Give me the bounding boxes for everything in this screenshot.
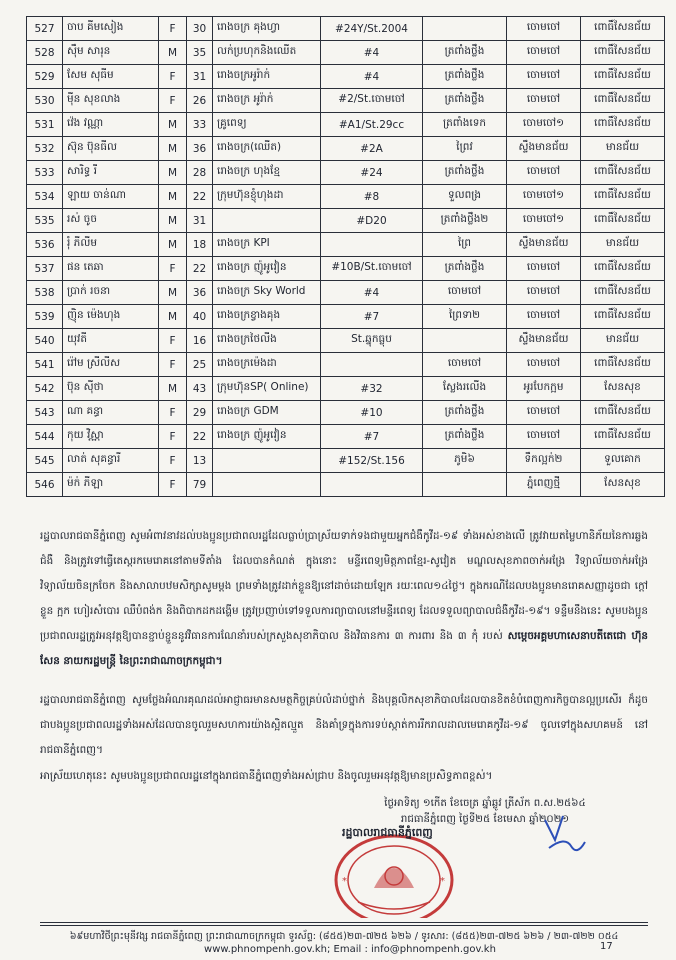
cell-commune: ចោមចៅ — [507, 425, 581, 449]
cell-name: សារិទ្ធ រី — [63, 161, 159, 185]
cell-age: 13 — [187, 449, 213, 473]
cell-workplace: រោងចក្រ GDM — [213, 401, 321, 425]
cell-number: 534 — [27, 185, 63, 209]
cell-name: ម៉ក់ ភីឡា — [63, 473, 159, 497]
cell-district: ពោធិ៍សែនជ័យ — [581, 41, 665, 65]
cell-commune: ចោមចៅ — [507, 305, 581, 329]
svg-text:*: * — [440, 876, 445, 887]
cell-name: យុវតី — [63, 329, 159, 353]
cell-village: ត្រពាំងថ្លឹង — [423, 65, 507, 89]
table-row — [27, 113, 665, 137]
cell-address: #4 — [321, 41, 423, 65]
cell-address — [321, 353, 423, 377]
cell-name: រស់ ចូច — [63, 209, 159, 233]
cell-workplace: រោងចក្រម៉េងដា — [213, 353, 321, 377]
footer-email-label: Email : — [333, 944, 372, 955]
cell-workplace: រោងចក្រ ញ៉ូអូវៀន — [213, 257, 321, 281]
cell-address: #152/St.156 — [321, 449, 423, 473]
cell-name: ប៊ុន ស៊ីថា — [63, 377, 159, 401]
cell-age: 22 — [187, 257, 213, 281]
cell-age: 31 — [187, 209, 213, 233]
cell-workplace: រោងចក្រខ្វាងគុង — [213, 305, 321, 329]
cell-number: 539 — [27, 305, 63, 329]
cell-workplace: រោងចក្រ ញ៉ូអូវៀន — [213, 425, 321, 449]
cell-age: 36 — [187, 137, 213, 161]
table-row — [27, 353, 665, 377]
cell-name: ចាប គីមសៀង — [63, 17, 159, 41]
cell-age: 43 — [187, 377, 213, 401]
cell-district: ពោធិ៍សែនជ័យ — [581, 89, 665, 113]
cell-district: ពោធិ៍សែនជ័យ — [581, 113, 665, 137]
cell-number: 536 — [27, 233, 63, 257]
cell-village: ត្រពាំងថ្លឹង — [423, 425, 507, 449]
cell-name: ស៊ឹម សារុន — [63, 41, 159, 65]
cell-commune: ស្ទឹងមានជ័យ — [507, 137, 581, 161]
footer-rule — [40, 922, 648, 923]
cell-district: មានជ័យ — [581, 233, 665, 257]
cell-village — [423, 17, 507, 41]
cell-village: ស្លែងរលើង — [423, 377, 507, 401]
table-row — [27, 281, 665, 305]
table-row — [27, 257, 665, 281]
cell-name: សែម សុធីម — [63, 65, 159, 89]
cell-village: ត្រពាំងថ្លឹង — [423, 41, 507, 65]
cell-village — [423, 329, 507, 353]
cell-village: ត្រពាំងថ្លឹង — [423, 89, 507, 113]
cell-number: 528 — [27, 41, 63, 65]
cell-district: ពោធិ៍សែនជ័យ — [581, 161, 665, 185]
notice-paragraph-1 — [40, 524, 648, 686]
cell-commune: ចោមចៅ — [507, 41, 581, 65]
date-lunar: ថ្ងៃអាទិត្យ ១កើត ខែចេត្រ ឆ្នាំឆ្លូវ ត្រីស័ក ព.ស.២៥៦៤ — [384, 798, 586, 809]
table-row — [27, 449, 665, 473]
cell-age: 31 — [187, 65, 213, 89]
case-table-body — [27, 17, 665, 497]
cell-sex: M — [159, 377, 187, 401]
cell-sex: F — [159, 401, 187, 425]
cell-number: 541 — [27, 353, 63, 377]
cell-village: ត្រពាំងថ្លឹង — [423, 161, 507, 185]
cell-village: ព្រៃ — [423, 233, 507, 257]
cell-village: ត្រពាំងទេក — [423, 113, 507, 137]
cell-sex: F — [159, 65, 187, 89]
cell-address: #4 — [321, 65, 423, 89]
cell-district: ពោធិ៍សែនជ័យ — [581, 353, 665, 377]
cell-age: 79 — [187, 473, 213, 497]
cell-commune: ចោមចៅ១ — [507, 113, 581, 137]
cell-district: ពោធិ៍សែនជ័យ — [581, 209, 665, 233]
cell-address: #4 — [321, 281, 423, 305]
cell-sex: M — [159, 137, 187, 161]
cell-workplace: លក់ប្រហុកនិងឈើត — [213, 41, 321, 65]
cell-commune: ចោមចៅ — [507, 17, 581, 41]
cell-age: 35 — [187, 41, 213, 65]
footer-address: ៦៩មហាវិថីព្រះមុនីវង្ស រាជធានីភ្នំពេញ ព្រះរាជាណាចក្រកម្ពុជា ទូរស័ព្ទ: (៨៥៥)២៣-៧២៥ ៦២៦ / ទូរសារ: (៨៥៥)២៣-៧២៥ ៦២៦ / ២៣-៧២២ ០៥៤ — [69, 931, 619, 942]
table-row — [27, 233, 665, 257]
cell-age: 25 — [187, 353, 213, 377]
cell-workplace: រោងចក្រ អូរ៉ាក់ — [213, 89, 321, 113]
cell-commune: ទឹកល្អក់២ — [507, 449, 581, 473]
cell-district: ពោធិ៍សែនជ័យ — [581, 305, 665, 329]
cell-name: លាត់ សុគន្ធារី — [63, 449, 159, 473]
cell-address: #10B/St.ចោមចៅ — [321, 257, 423, 281]
cell-address: #7 — [321, 305, 423, 329]
cell-district: មានជ័យ — [581, 137, 665, 161]
cell-village — [423, 473, 507, 497]
cell-commune: ចោមចៅ — [507, 401, 581, 425]
footer-rule-secondary — [40, 925, 648, 926]
table-row — [27, 17, 665, 41]
cell-number: 529 — [27, 65, 63, 89]
cell-workplace — [213, 473, 321, 497]
cell-commune: ស្ទឹងមានជ័យ — [507, 233, 581, 257]
cell-name: រ៉ំ ភីលីម — [63, 233, 159, 257]
cell-commune: ចោមចៅ — [507, 65, 581, 89]
cell-district: ពោធិ៍សែនជ័យ — [581, 65, 665, 89]
cell-number: 527 — [27, 17, 63, 41]
cell-commune: ស្ទឹងមានជ័យ — [507, 329, 581, 353]
cell-district: ពោធិ៍សែនជ័យ — [581, 185, 665, 209]
cell-workplace — [213, 449, 321, 473]
cell-sex: F — [159, 425, 187, 449]
cell-workplace: រោងចក្រ ហុងខ្មែ — [213, 161, 321, 185]
cell-number: 538 — [27, 281, 63, 305]
cell-name: វ៉េង វណ្ណា — [63, 113, 159, 137]
table-row — [27, 425, 665, 449]
date-solar: រាជធានីភ្នំពេញ ថ្ងៃទី២៥ ខែមេសា ឆ្នាំ២០២១ — [400, 814, 570, 825]
table-row — [27, 161, 665, 185]
cell-address: #32 — [321, 377, 423, 401]
cell-district: ពោធិ៍សែនជ័យ — [581, 425, 665, 449]
table-row — [27, 209, 665, 233]
cell-village: ត្រពាំងថ្លឹង២ — [423, 209, 507, 233]
cell-number: 545 — [27, 449, 63, 473]
cell-village: ត្រពាំងថ្លឹង — [423, 257, 507, 281]
cell-address: #A1/St.29cc — [321, 113, 423, 137]
cell-age: 40 — [187, 305, 213, 329]
cell-sex: M — [159, 113, 187, 137]
cell-name: ផន តេឆា — [63, 257, 159, 281]
cell-district: ពោធិ៍សែនជ័យ — [581, 257, 665, 281]
cell-age: 22 — [187, 425, 213, 449]
cell-sex: M — [159, 305, 187, 329]
cell-village: ព្រៃទា២ — [423, 305, 507, 329]
cell-address — [321, 473, 423, 497]
cell-address: #D20 — [321, 209, 423, 233]
cell-sex: M — [159, 41, 187, 65]
cell-name: ឡាយ ចាន់ណា — [63, 185, 159, 209]
cell-workplace: គ្រូពេទ្យ — [213, 113, 321, 137]
cell-sex: M — [159, 233, 187, 257]
cell-number: 543 — [27, 401, 63, 425]
footer-website[interactable]: www.phnompenh.gov.kh — [204, 944, 327, 955]
cell-sex: F — [159, 473, 187, 497]
cell-village: ទួលពង្រ — [423, 185, 507, 209]
cell-address: #24 — [321, 161, 423, 185]
cell-workplace: ក្រុមហ៊ុនខ្ញុំហុងដា — [213, 185, 321, 209]
cell-sex: F — [159, 89, 187, 113]
cell-workplace: រោងចក្រ(ឈើត) — [213, 137, 321, 161]
footer-email[interactable]: info@phnompenh.gov.kh — [371, 944, 496, 955]
cell-age: 16 — [187, 329, 213, 353]
cell-name: ញ៉ិន ម៉េងហុង — [63, 305, 159, 329]
cell-sex: F — [159, 449, 187, 473]
cell-village: ត្រពាំងថ្លឹង — [423, 401, 507, 425]
cell-address: St.ឆ្នុកធ្លុប — [321, 329, 423, 353]
notice-paragraph-3: អាស្រ័យហេតុនេះ សូមបងប្អូនប្រជាពលរដ្ឋនៅក្នុងរាជធានីភ្នំពេញទាំងអស់ជ្រាប និងចូលរួមអនុវត្តឱ្យមានប្រសិទ្ធភាពខ្ពស់។ — [40, 770, 493, 782]
cell-age: 18 — [187, 233, 213, 257]
cell-age: 26 — [187, 89, 213, 113]
cell-workplace: រោងចក្រ Sky World — [213, 281, 321, 305]
cell-name: ម៉ីន សុខលាង — [63, 89, 159, 113]
footer-contact: www.phnompenh.gov.kh; Email : info@phnompenh.gov.kh — [204, 944, 496, 955]
table-row — [27, 89, 665, 113]
cell-sex: M — [159, 281, 187, 305]
cell-number: 542 — [27, 377, 63, 401]
notice-paragraph-2: រដ្ឋបាលរាជធានីភ្នំពេញ សូមថ្លែងអំណរគុណដល់អាជ្ញាធរមានសមត្ថកិច្ចគ្រប់លំដាប់ថ្នាក់ និងបុគ្គលិកសុខាភិបាលដែលបានខិតខំបំពេញការកិច្ចបានល្អប្រសើរ ក៏ដូចជាបងប្អូនប្រជាពលរដ្ឋទាំងអស់ដែលបានចូលរួមសហការយ៉ាងស្អិតល្មួត និងគាំទ្រក្នុងការទប់ស្កាត់ការរីករាលដាលមេរោគកូវីដ-១៩ ចូលទៅក្នុងសហគមន៍ នៅរាជធានីភ្នំពេញ។ — [40, 694, 648, 756]
cell-commune: ចោមចៅ១ — [507, 185, 581, 209]
cell-age: 33 — [187, 113, 213, 137]
cell-village: ភូមិ៦ — [423, 449, 507, 473]
cell-age: 30 — [187, 17, 213, 41]
cell-number: 546 — [27, 473, 63, 497]
cell-number: 533 — [27, 161, 63, 185]
cell-address — [321, 233, 423, 257]
cell-number: 544 — [27, 425, 63, 449]
cell-sex: F — [159, 257, 187, 281]
cell-age: 28 — [187, 161, 213, 185]
cell-commune: ចោមចៅ — [507, 353, 581, 377]
table-row — [27, 377, 665, 401]
cell-address: #24Y/St.2004 — [321, 17, 423, 41]
table-row — [27, 41, 665, 65]
cell-village: ចោមចៅ — [423, 353, 507, 377]
cell-number: 532 — [27, 137, 63, 161]
table-row — [27, 137, 665, 161]
table-row — [27, 473, 665, 497]
table-row — [27, 401, 665, 425]
cell-district: សែនសុខ — [581, 473, 665, 497]
cell-age: 22 — [187, 185, 213, 209]
cell-district: មានជ័យ — [581, 329, 665, 353]
cell-district: ពោធិ៍សែនជ័យ — [581, 401, 665, 425]
cell-sex: M — [159, 185, 187, 209]
cell-commune: អូរបែកក្អម — [507, 377, 581, 401]
cell-address: #8 — [321, 185, 423, 209]
cell-sex: M — [159, 209, 187, 233]
cell-village: ចោមចៅ — [423, 281, 507, 305]
notice-paragraph-1-bold: សម្តេចអគ្គមហាសេនាបតីតេជោ ហ៊ុន សែន នាយករដ្ឋមន្ត្រី នៃព្រះរាជាណាចក្រកម្ពុជា។ — [40, 630, 648, 667]
table-row — [27, 185, 665, 209]
cell-workplace: រោងចក្រអូរ៉ាក់ — [213, 65, 321, 89]
cell-workplace — [213, 209, 321, 233]
cell-commune: ចោមចៅ១ — [507, 209, 581, 233]
svg-text:*: * — [342, 876, 347, 887]
cell-name: រ៉ៅម ស្រីលីស — [63, 353, 159, 377]
cell-workplace: រោងចក្រ KPI — [213, 233, 321, 257]
cell-age: 36 — [187, 281, 213, 305]
cell-name: កុយ វិស្ណា — [63, 425, 159, 449]
cell-number: 537 — [27, 257, 63, 281]
cell-district: ទួលគោក — [581, 449, 665, 473]
cell-district: សែនសុខ — [581, 377, 665, 401]
cell-commune: ចោមចៅ — [507, 257, 581, 281]
cell-workplace: ក្រុមហ៊ុនSP( Online) — [213, 377, 321, 401]
page-number: 17 — [600, 941, 613, 952]
cell-workplace: រោងចក្រថៃលីង — [213, 329, 321, 353]
cell-number: 531 — [27, 113, 63, 137]
cell-district: ពោធិ៍សែនជ័យ — [581, 281, 665, 305]
cell-commune: ចោមចៅ — [507, 89, 581, 113]
cell-name: ស៊ុន ប៊ុនធីល — [63, 137, 159, 161]
signatory-title: រដ្ឋបាលរាជធានីភ្នំពេញ — [342, 826, 433, 839]
cell-commune: ចោមចៅ — [507, 281, 581, 305]
cell-number: 540 — [27, 329, 63, 353]
cell-commune: ភ្នំពេញថ្មី — [507, 473, 581, 497]
notice-paragraph-1-text: រដ្ឋបាលរាជធានីភ្នំពេញ សូមអំពាវនាវដល់បងប្អូនប្រជាពលរដ្ឋដែលធ្លាប់ប្រាស្រ័យទាក់ទងជាមួយអ្នកជំងឺកូវីដ-១៩ ទាំងអស់ខាងលើ ត្រូវវាយតម្លៃហានិភ័យនៃការឆ្លងជំងឺ និងត្រូវទៅធ្វើតេស្តរកមេរោគនៅតាមទីតាំង ដែលបានកំណត់ ក្នុងនោះ មន្ទីរពេទ្យមិត្តភាពខ្មែរ-សូវៀត មណ្ឌលសុខភាពចាក់អង្រែ វិទ្យាល័យចាក់អង្រែ វិទ្យាល័យចិនក្រចែក និងសាលាបឋមសិក្សាសូមម្ដង ព្រមទាំងត្រូវដាក់ខ្លួនឱ្យនៅដាច់ដោយឡែក រយៈពេល១៤ថ្ងៃ។ ក្នុងករណីដែលបងប្អូនមានរោគសញ្ញាដូចជា ក្ដៅខ្លួន ក្អក ហៀរសំបោរ ឈឺបំពង់ក និងពិបាកដកដង្ហើម ត្រូវប្រញាប់ទៅទទួលការព្យាបាលនៅមន្ទីរពេទ្យ ដែលទទួលព្យាបាលជំងឺកូវីដ-១៩។ ទន្ទឹមនឹងនេះ សូមបងប្អូនប្រជាពលរដ្ឋត្រូវអនុវត្តឱ្យបានខ្ជាប់ខ្ជួននូវវិធានការណែនាំរបស់ក្រសួងសុខាភិបាល និងវិធានការ ៣ ការពារ និង ៣ កុំ របស់ — [40, 530, 648, 642]
cell-village: ព្រៃវ — [423, 137, 507, 161]
cell-sex: F — [159, 353, 187, 377]
cell-number: 530 — [27, 89, 63, 113]
cell-district: ពោធិ៍សែនជ័យ — [581, 17, 665, 41]
cell-number: 535 — [27, 209, 63, 233]
case-table — [26, 16, 665, 497]
signature-icon — [541, 800, 601, 860]
cell-sex: M — [159, 161, 187, 185]
cell-address: #10 — [321, 401, 423, 425]
cell-name: ណា គន្ធា — [63, 401, 159, 425]
cell-workplace: រោងចក្រ គុងហ្វា — [213, 17, 321, 41]
cell-address: #2A — [321, 137, 423, 161]
cell-sex: F — [159, 17, 187, 41]
table-row — [27, 329, 665, 353]
cell-address: #2/St.ចោមចៅ — [321, 89, 423, 113]
table-row — [27, 305, 665, 329]
cell-commune: ចោមចៅ — [507, 161, 581, 185]
cell-name: ប្រាក់ រចនា — [63, 281, 159, 305]
cell-age: 29 — [187, 401, 213, 425]
table-row — [27, 65, 665, 89]
cell-sex: F — [159, 329, 187, 353]
cell-address: #7 — [321, 425, 423, 449]
